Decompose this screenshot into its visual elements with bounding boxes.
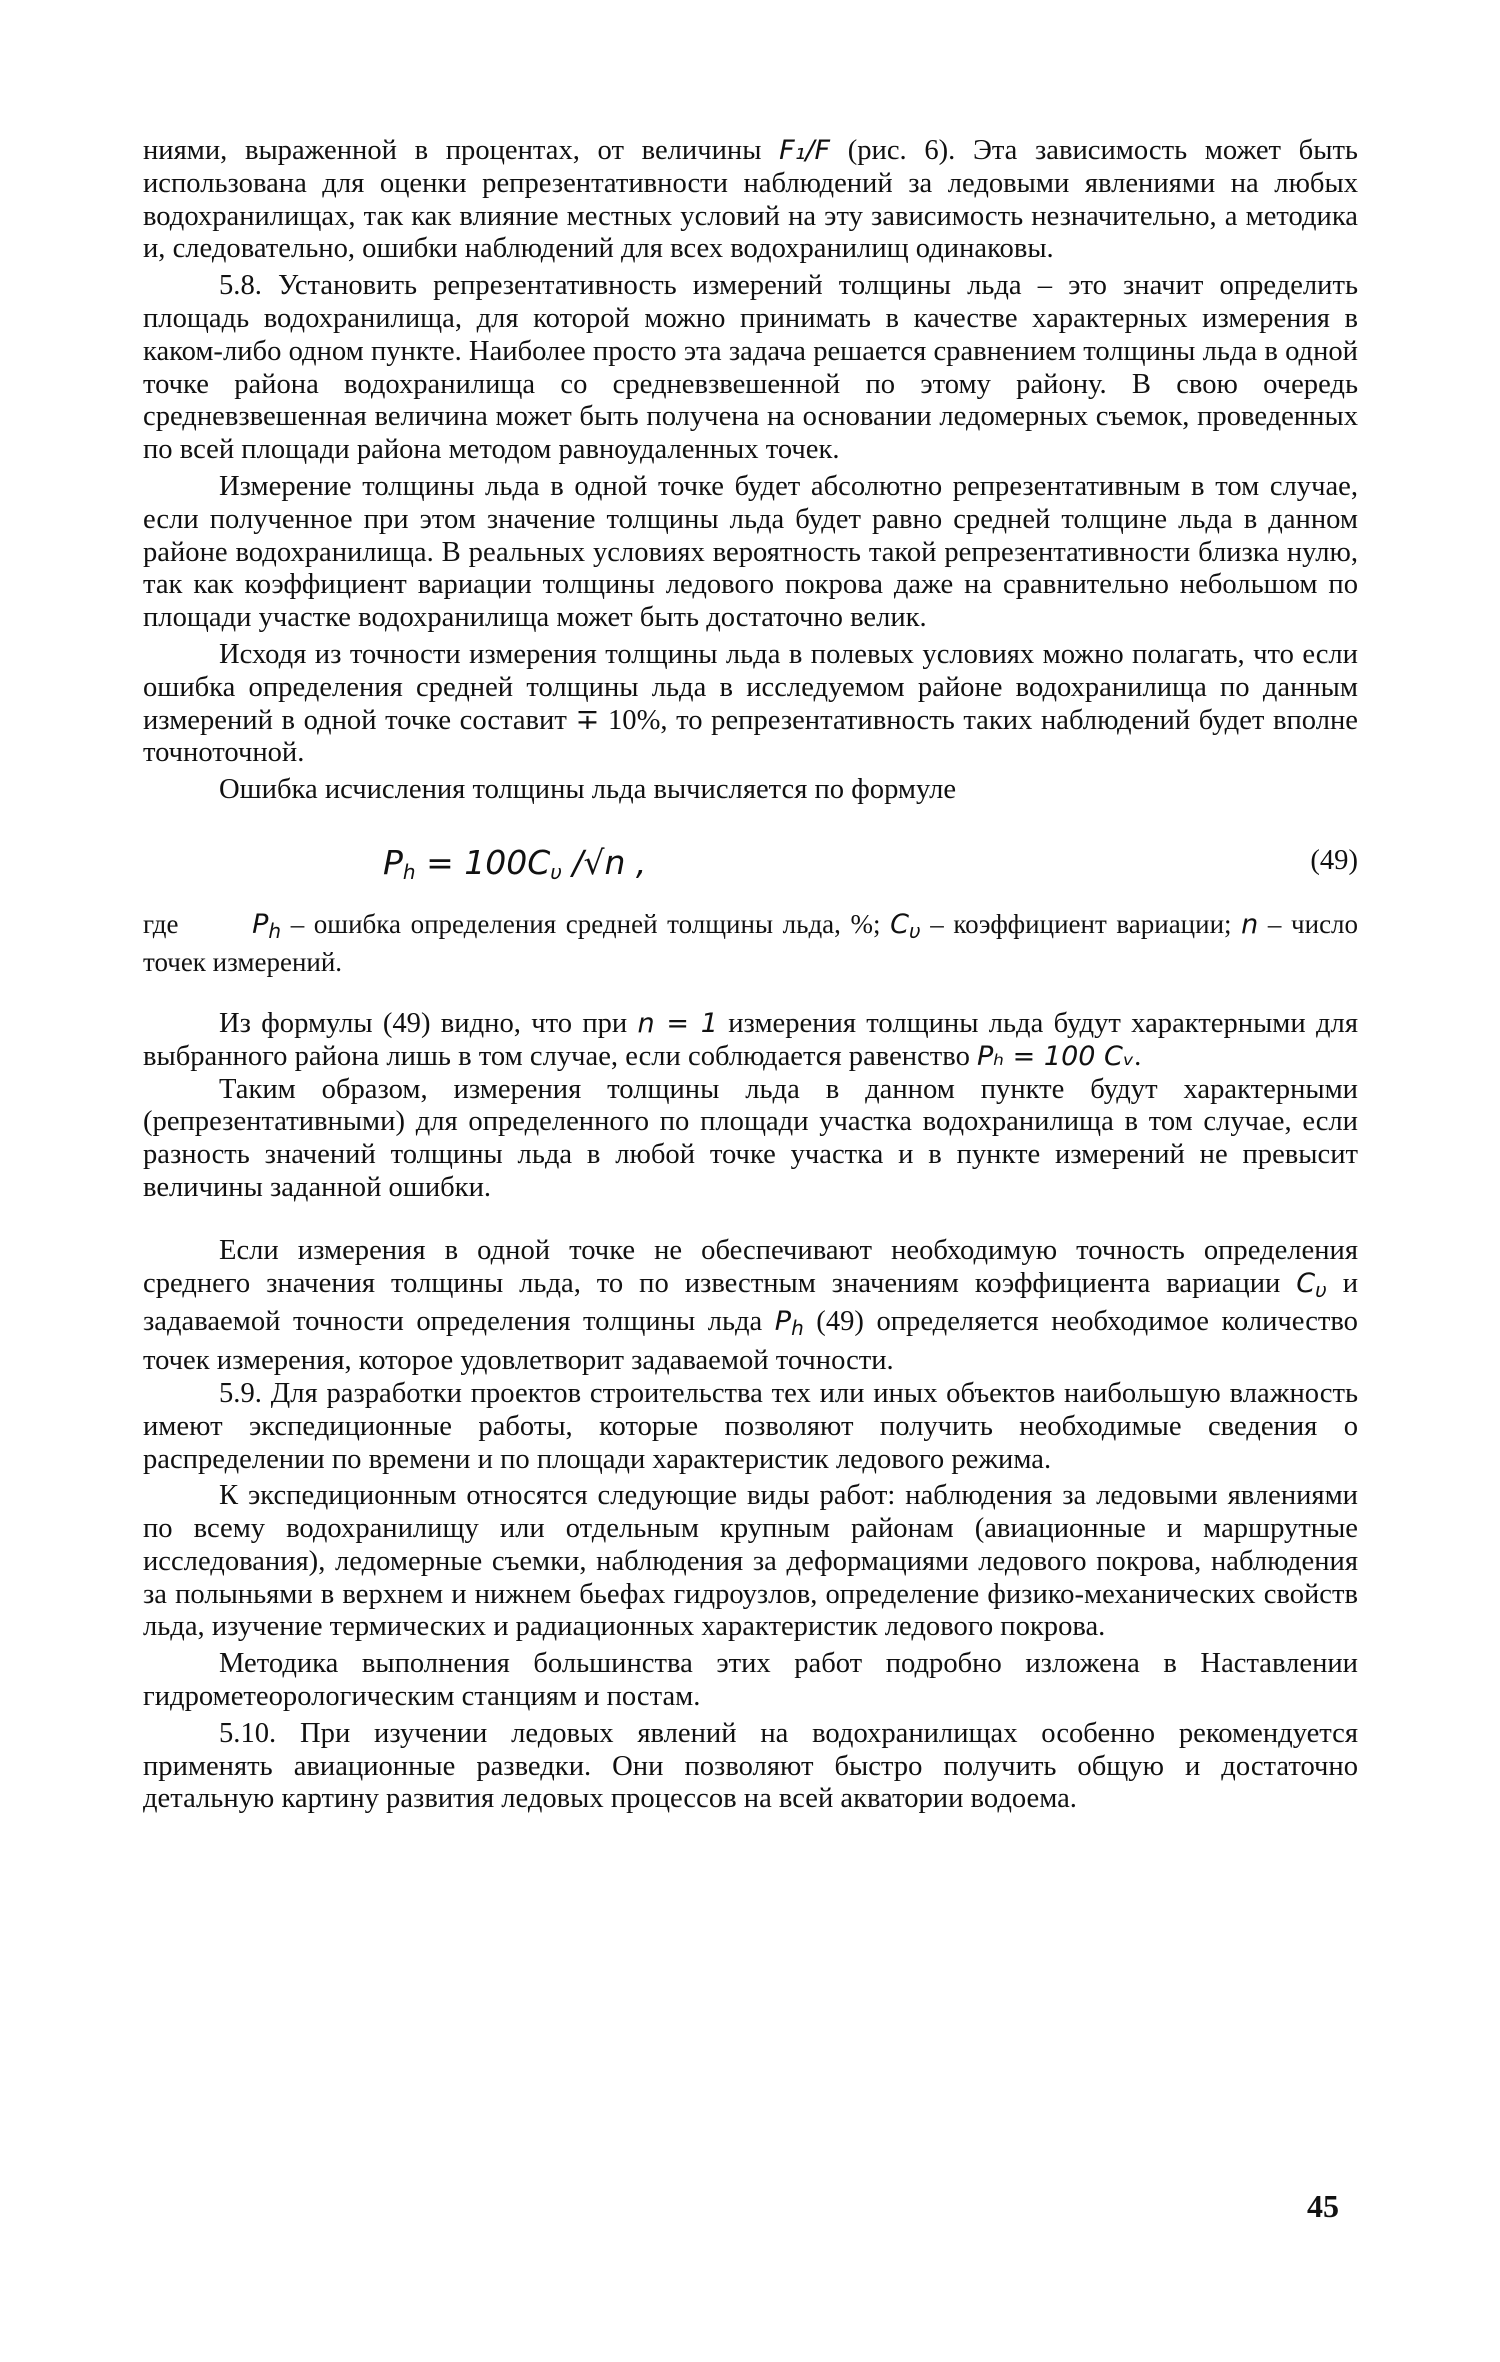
- paragraph-11: Методика выполнения большинства этих работ подробно изложена в Наставлении гидрометеорологическим станциям и постам.: [143, 1648, 1358, 1713]
- paragraph-5-8: [143, 270, 1358, 467]
- p12-text: При изучении ледовых явлений на водохранилищах особенно рекомендуется применять авиационные разведки. Они позволяют быстро получить общую и достаточно детальную картину развития ледовых процессов на всей акватории водоема.: [143, 1717, 1358, 1815]
- where-n-def: – число точек измерений.: [143, 908, 1359, 977]
- section-number-5-10: 5.10.: [219, 1717, 277, 1749]
- p8-text-b: и задаваемой точности определения толщины льда: [143, 1267, 1358, 1338]
- paragraph-5-10: [143, 1718, 1358, 1816]
- paragraph-4: Исходя из точности измерения толщины льда в полевых условиях можно полагать, что если ошибка определения средней толщины льда в исследуемом районе водохранилища по данным измерений в одной точке составит ∓ 10%, то репрезентативность таких наблюдений будет вполне точноточной.: [143, 638, 1358, 769]
- section-number-5-9: 5.9.: [219, 1377, 262, 1409]
- page-body: [143, 135, 1358, 1816]
- paragraph-6: [143, 1008, 1358, 1074]
- section-number: 5.8.: [219, 270, 262, 302]
- formula-rest: = 100C: [426, 842, 551, 882]
- p8-text-a: Если измерения в одной точке не обеспечивают необходимую точность определения среднего значения толщины льда, то по известным значениям коэффициента вариации: [143, 1234, 1358, 1299]
- p6-text-b: измерения толщины льда будут характерными для выбранного района лишь в том случае, если соблюдается равенство: [143, 1007, 1358, 1072]
- ratio-f1-f: F₁/F: [779, 135, 831, 166]
- p2-text: Установить репрезентативность измерений толщины льда – это значит определить площадь водохранилища, для которой можно принимать в качестве характерных измерения в каком-либо одном пункте. Наиболее просто эта задача решается сравнением толщины льда в одной точке района водохранилища со средневзвешенной по этому району. В свою очередь средневзвешенная величина может быть получена на основании ледомерных съемок, проведенных по всей площади района методом равноудаленных точек.: [143, 270, 1359, 466]
- formula-sub-h: h: [402, 859, 416, 884]
- paragraph-5-9: [143, 1378, 1358, 1476]
- equality-ph-cv: Pₕ = 100 Cᵥ: [977, 1040, 1135, 1072]
- p1-text-a: ниями, выраженной в процентах, от величины: [143, 135, 762, 166]
- paragraph-10: К экспедиционным относятся следующие виды работ: наблюдения за ледовыми явлениями по всему водохранилищу или отдельным крупным районам (авиационные и маршрутные исследования), ледомерные съемки, наблюдения за деформациями ледового покрова, наблюдения за полыньями в верхнем и нижнем бьефах гидроузлов, определение физико-механических свойств льда, изучение термических и радиационных характеристик ледового покрова.: [143, 1480, 1358, 1643]
- paragraph-5: Ошибка исчисления толщины льда вычисляется по формуле: [219, 774, 957, 806]
- where-clause: [143, 909, 1358, 978]
- p6-text-a: Из формулы (49) видно, что при: [219, 1007, 628, 1039]
- symbol-cv-2: $C_\upsilon$: [1296, 1267, 1327, 1302]
- p1-text-b: (рис. 6). Эта зависимость может быть использована для оценки репрезентативности наблюдений за ледовыми явлениями на любых водохранилищах, так как влияние местных условий на эту зависимость незначительно, а методика и, следовательно, ошибки наблюдений для всех водохранилищ одинаковы.: [143, 135, 1358, 265]
- formula-p: P: [383, 842, 403, 882]
- formula-tail: /√n ,: [572, 842, 647, 882]
- page-number: 45: [1307, 2188, 1339, 2224]
- paragraph-3: Измерение толщины льда в одной точке будет абсолютно репрезентативным в том случае, если полученное при этом значение толщины льда будет равно средней толщине льда в данном районе водохранилища. В реальных условиях вероятность такой репрезентативности близка нулю, так как коэффициент вариации толщины ледового покрова даже на сравнительно небольшом по площади участке водохранилища может быть достаточно велик.: [143, 470, 1358, 634]
- symbol-cv: $C_\upsilon$: [890, 908, 921, 943]
- where-cv-def: – коэффициент вариации;: [930, 908, 1232, 939]
- paragraph-7: Таким образом, измерения толщины льда в данном пункте будут характерными (репрезентативными) для определенного по площади участка водохранилища в том случае, если разность значений толщины льда в любой точке участка и в пункте измерений не превысит величины заданной ошибки.: [143, 1073, 1358, 1203]
- equation-number: (49): [1310, 844, 1358, 876]
- paragraph-8: [143, 1235, 1358, 1378]
- formula-sub-v: υ: [550, 859, 562, 884]
- formula-49: [143, 837, 1358, 901]
- p6-text-c: .: [1134, 1040, 1142, 1072]
- symbol-n: n: [1241, 908, 1259, 940]
- paragraph-1: [143, 135, 1358, 266]
- symbol-ph-2: $P_h$: [774, 1306, 804, 1341]
- symbol-ph: $P_h$: [252, 908, 282, 943]
- where-word: где: [143, 908, 179, 939]
- formula-expression: [383, 843, 646, 884]
- n-equals-1: n = 1: [637, 1007, 718, 1039]
- where-ph-def: – ошибка определения средней толщины льда, %;: [290, 908, 881, 939]
- p9-text: Для разработки проектов строительства тех или иных объектов наибольшую влажность имеют экспедиционные работы, которые позволяют получить необходимые сведения о распределении по времени и по площади характеристик ледового режима.: [143, 1377, 1358, 1475]
- p8-text-c: (49) определяется необходимое количество точек измерения, которое удовлетворит задаваемой точности.: [143, 1306, 1358, 1377]
